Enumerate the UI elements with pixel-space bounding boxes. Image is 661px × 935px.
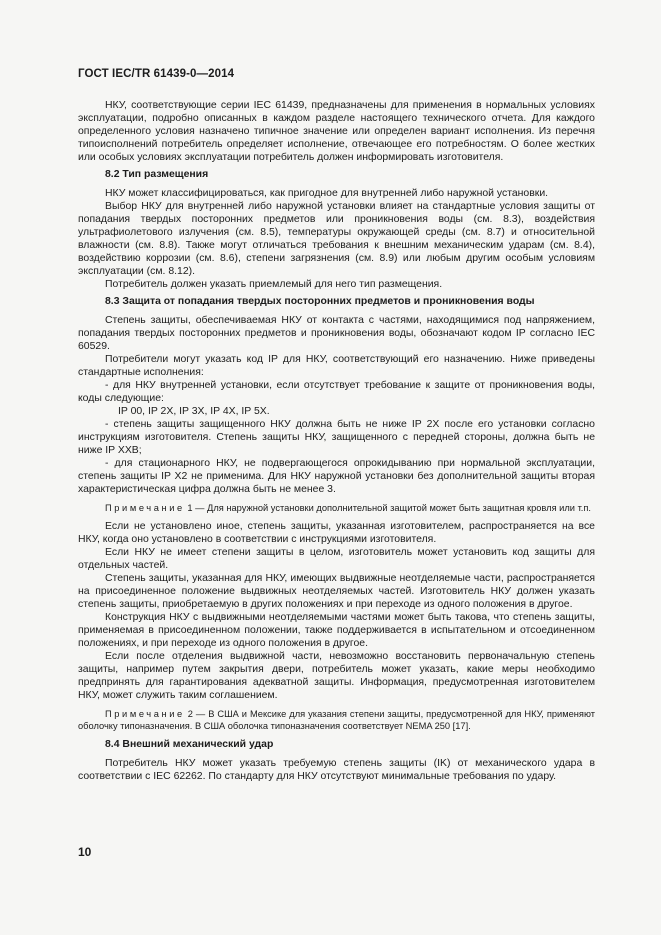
section-heading-8-3: 8.3 Защита от попадания твердых посторонних предметов и проникновения воды (105, 296, 535, 307)
paragraph: Если не установлено иное, степень защиты, указанная изготовителем, распространяется на все НКУ, когда оно установлено в соответствии с инструкциями изготовителя. (78, 521, 595, 545)
paragraph: НКУ, соответствующие серии IEC 61439, предназначены для применения в нормальных условиях эксплуатации, подробно описанных в каждом разделе настоящего технического отчета. Для каждого определенного условия назначено типичное значение или определен вариант исполнения. Из перечня типоисполнений потребитель определяет исполнение, отвечающее его потребностям. О более жестких или особых условиях эксплуатации потребитель должен информировать изготовителя. (78, 100, 595, 163)
paragraph: Выбор НКУ для внутренней либо наружной установки влияет на стандартные условия защиты от попадания твердых посторонних предметов или проникновения воды (см. 8.3), воздействия ультрафиолетового излучения (см. 8.5), температуры окружающей среды (см. 8.7) и относительной влажности (см. 8.8). Также могут отличаться требования к внешним механическим ударам (см. 8.4), воздействию коррозии (см. 8.6), степени загрязнения (см. 8.9) или любым другим особым условиям эксплуатации (см. 8.12). (78, 201, 595, 277)
page-number: 10 (78, 845, 92, 859)
paragraph: НКУ может классифицироваться, как пригодное для внутренней либо наружной установки. (105, 188, 549, 199)
ip-code-list: IP 00, IP 2X, IP 3X, IP 4X, IP 5X. (118, 406, 270, 417)
paragraph: Если после отделения выдвижной части, невозможно восстановить первоначальную степень защиты, например путем закрытия двери, потребитель может указать, какие меры необходимо предпринять для гарантирования адекватной защиты. Информация, предусмотренная изготовителем НКУ, может служить таким соглашением. (78, 651, 595, 701)
paragraph: Если НКУ не имеет степени защиты в целом, изготовитель может установить код защиты для отдельных частей. (78, 547, 595, 571)
document-header: ГОСТ IEC/TR 61439-0—2014 (78, 68, 235, 80)
note-text: 2 — В США и Мексике для указания степени защиты, предусмотренной для НКУ, применяют оболочку типоназначения. В США оболочка типоназначения соответствует NEMA 250 [17]. (78, 709, 595, 731)
paragraph: Потребитель должен указать приемлемый для него тип размещения. (105, 279, 443, 290)
paragraph: Степень защиты, обеспечиваемая НКУ от контакта с частями, находящимися под напряжением, попадания твердых посторонних предметов и проникновения воды, обозначают кодом IP согласно IEC 60529. (78, 315, 595, 352)
paragraph: Потребитель НКУ может указать требуемую степень защиты (IK) от механического удара в соответствии с IEC 62262. По стандарту для НКУ отсутствуют минимальные требования по удару. (78, 758, 595, 782)
paragraph: Степень защиты, указанная для НКУ, имеющих выдвижные неотделяемые части, распространяется на присоединенное положение выдвижных неотделяемых частей. Изготовитель НКУ должен указать степень защиты, приобретаемую в других положениях и при переходе из одного положения в другое. (78, 573, 595, 610)
document-body (78, 99, 595, 783)
section-heading-8-4: 8.4 Внешний механический удар (105, 739, 274, 750)
note-label: Примечание (105, 709, 185, 719)
note-2 (78, 708, 595, 732)
list-item: - для НКУ внутренней установки, если отсутствует требование к защите от проникновения воды, коды следующие: (78, 380, 595, 404)
paragraph: Потребители могут указать код IP для НКУ, соответствующий его назначению. Ниже приведены стандартные исполнения: (78, 354, 595, 378)
list-item: - степень защиты защищенного НКУ должна быть не ниже IP 2X после его установки согласно инструкциям изготовителя. Степень защиты НКУ, защищенного с передней стороны, должна быть не ниже IP XXB; (78, 419, 595, 456)
paragraph: Конструкция НКУ с выдвижными неотделяемыми частями может быть такова, что степень защиты, применяемая в присоединенном положении, также поддерживается в испытательном и отсоединенном положениях, и при переходе из одного положения в другое. (78, 612, 595, 649)
note-text: 1 — Для наружной установки дополнительной защитой может быть защитная кровля или т.п. (184, 503, 592, 513)
note-1 (78, 502, 595, 514)
list-item: - для стационарного НКУ, не подвергающегося опрокидыванию при нормальной эксплуатации, степень защиты IP X2 не применима. Для НКУ наружной установки без дополнительной защиты вторая характеристическая цифра должна быть не менее 3. (78, 458, 595, 495)
note-label: Примечание (105, 503, 185, 513)
section-heading-8-2: 8.2 Тип размещения (105, 169, 209, 180)
